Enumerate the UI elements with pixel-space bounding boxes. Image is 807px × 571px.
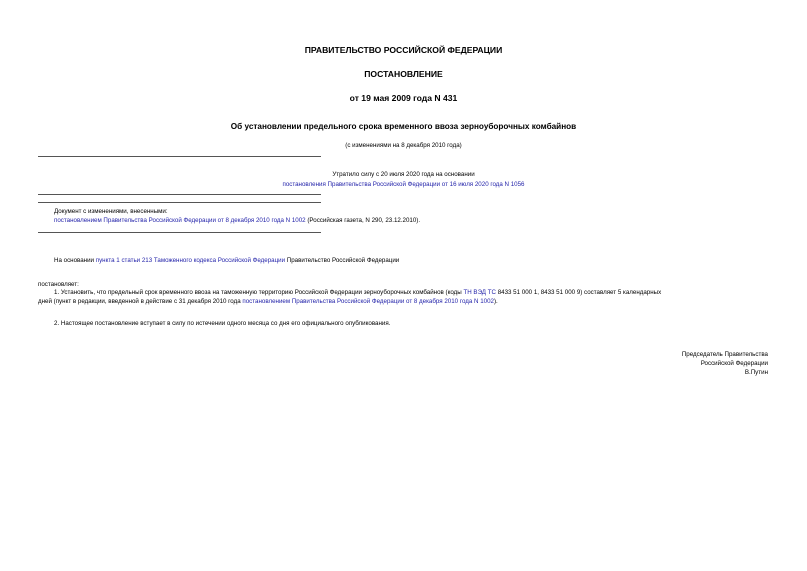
changes-decree-link[interactable]: постановлением Правительства Российской Федерации от 8 декабря 2010 года N 1002 bbox=[54, 217, 306, 224]
document-type-heading: ПОСТАНОВЛЕНИЕ bbox=[364, 69, 443, 79]
government-heading: ПРАВИТЕЛЬСТВО РОССИЙСКОЙ ФЕДЕРАЦИИ bbox=[304, 45, 503, 55]
basis-paragraph bbox=[54, 256, 399, 265]
tnved-link[interactable]: ТН ВЭД ТС bbox=[463, 289, 496, 296]
basis-suffix: Правительство Российской Федерации bbox=[285, 257, 400, 264]
divider-line bbox=[38, 156, 321, 157]
document-title: Об установлении предельного срока временного ввоза зерноуборочных комбайнов bbox=[230, 122, 577, 131]
signature-name: В.Путин bbox=[744, 369, 768, 376]
changes-publication-source: (Российская газета, N 290, 23.12.2010). bbox=[305, 217, 421, 224]
decrees-word: постановляет: bbox=[38, 281, 79, 288]
signature-position-line2: Российской Федерации bbox=[700, 360, 768, 367]
basis-prefix: На основании bbox=[54, 257, 96, 264]
item-1-text-a: 1. Установить, что предельный срок временного ввоза на таможенную территорию Российской Федерации зерноуборочных комбайнов (коды bbox=[54, 289, 464, 296]
item-1-text-b: 8433 51 000 1, 8433 51 000 9) составляет 5 календарных bbox=[495, 289, 662, 296]
changes-line bbox=[54, 216, 420, 225]
divider-line bbox=[38, 232, 321, 233]
expired-notice-link[interactable]: постановления Правительства Российской Федерации от 16 июля 2020 года N 1056 bbox=[282, 181, 525, 188]
item-1-paragraph bbox=[38, 288, 768, 307]
changes-intro: Документ с изменениями, внесенными: bbox=[54, 208, 168, 215]
item-1-text-c: дней (пункт в редакции, введенной в действие с 31 декабря 2010 года bbox=[38, 298, 243, 306]
divider-line bbox=[38, 194, 321, 195]
divider-line bbox=[38, 202, 321, 203]
amending-decree-link[interactable]: постановлением Правительства Российской Федерации от 8 декабря 2010 года N 1002 bbox=[242, 298, 494, 306]
customs-code-link[interactable]: пункта 1 статьи 213 Таможенного кодекса Российской Федерации bbox=[95, 257, 286, 264]
expired-notice-text: Утратило силу с 20 июля 2020 года на основании bbox=[332, 171, 475, 178]
date-number-heading: от 19 мая 2009 года N 431 bbox=[349, 93, 458, 103]
item-1-text-d: ). bbox=[494, 298, 498, 306]
amendments-note: (с изменениями на 8 декабря 2010 года) bbox=[345, 142, 462, 149]
signature-position-line1: Председатель Правительства bbox=[681, 351, 768, 358]
item-2-paragraph: 2. Настоящее постановление вступает в силу по истечении одного месяца со дня его официального опубликования. bbox=[54, 320, 391, 327]
